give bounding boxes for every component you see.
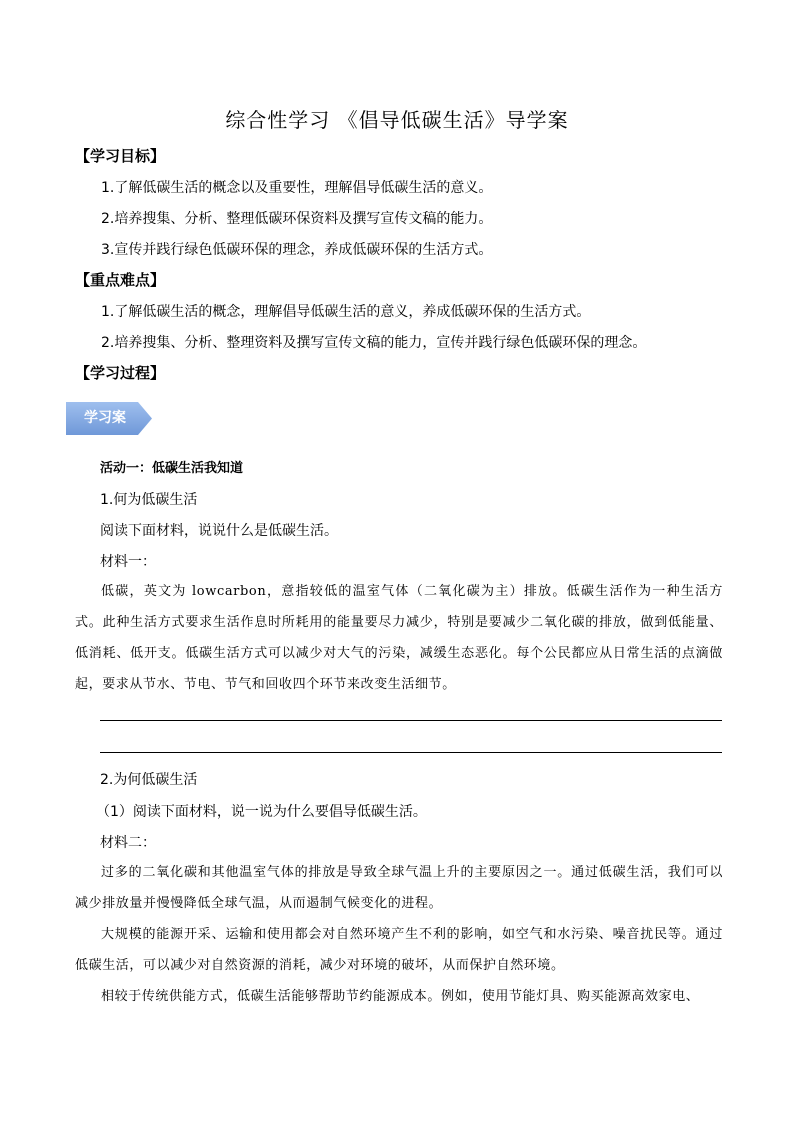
material-two-text bbox=[75, 857, 723, 1012]
question-one: 1.何为低碳生活 bbox=[100, 492, 198, 508]
page-title: 综合性学习 《倡导低碳生活》导学案 bbox=[225, 108, 569, 132]
goal-item-2: 2.培养搜集、分析、整理低碳环保资料及撰写宣传文稿的能力。 bbox=[101, 211, 493, 227]
process-heading: 【学习过程】 bbox=[75, 364, 166, 382]
material-one-label: 材料一： bbox=[100, 554, 156, 570]
material-one-text bbox=[75, 576, 723, 700]
keypoint-item-1: 1.了解低碳生活的概念，理解倡导低碳生活的意义，养成低碳环保的生活方式。 bbox=[101, 304, 591, 320]
goals-heading: 【学习目标】 bbox=[75, 147, 166, 165]
material-two-label: 材料二： bbox=[100, 835, 156, 851]
question-one-instruction: 阅读下面材料，说说什么是低碳生活。 bbox=[100, 523, 338, 539]
goal-item-1: 1.了解低碳生活的概念以及重要性，理解倡导低碳生活的意义。 bbox=[101, 180, 493, 196]
keypoint-item-2: 2.培养搜集、分析、整理资料及撰写宣传文稿的能力，宣传并践行绿色低碳环保的理念。 bbox=[101, 335, 647, 351]
keypoints-heading: 【重点难点】 bbox=[75, 271, 166, 289]
answer-line-1 bbox=[100, 720, 722, 721]
answer-line-2 bbox=[100, 752, 722, 753]
material-two-paragraph-1: 过多的二氧化碳和其他温室气体的排放是导致全球气温上升的主要原因之一。通过低碳生活，我们可以减少排放量并慢慢降低全球气温，从而遏制气候变化的进程。 bbox=[75, 865, 723, 911]
study-guide-badge: 学习案 bbox=[84, 410, 126, 426]
material-one-paragraph: 低碳，英文为 lowcarbon，意指较低的温室气体（二氧化碳为主）排放。低碳生活作为一种生活方式。此种生活方式要求生活作息时所耗用的能量要尽力减少，特别是要减少二氧化碳的排放，做到低能量、低消耗、低开支。低碳生活方式可以减少对大气的污染，减缓生态恶化。每个公民都应从日常生活的点滴做起，要求从节水、节电、节气和回收四个环节来改变生活细节。 bbox=[75, 584, 723, 692]
goal-item-3: 3.宣传并践行绿色低碳环保的理念，养成低碳环保的生活方式。 bbox=[101, 242, 493, 258]
activity-one-title: 活动一：低碳生活我知道 bbox=[100, 461, 244, 476]
question-two: 2.为何低碳生活 bbox=[100, 772, 198, 788]
material-two-paragraph-2: 大规模的能源开采、运输和使用都会对自然环境产生不利的影响，如空气和水污染、噪音扰民等。通过低碳生活，可以减少对自然资源的消耗，减少对环境的破坏，从而保护自然环境。 bbox=[75, 927, 723, 973]
material-two-paragraph-3: 相较于传统供能方式，低碳生活能够帮助节约能源成本。例如，使用节能灯具、购买能源高效家电、 bbox=[101, 989, 700, 1004]
question-two-instruction: （1）阅读下面材料，说一说为什么要倡导低碳生活。 bbox=[96, 804, 427, 820]
